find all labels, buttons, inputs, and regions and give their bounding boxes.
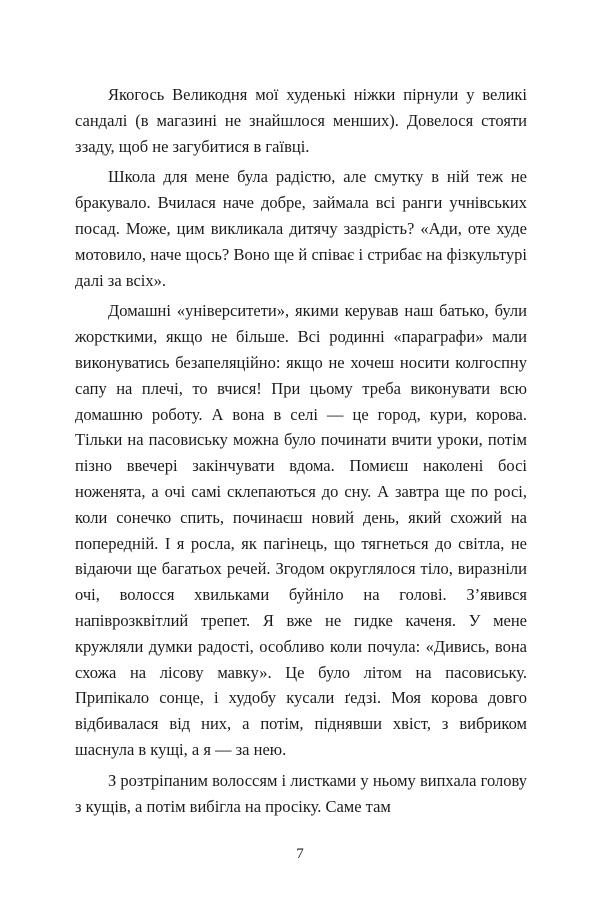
paragraph-1: Якогось Великодня мої худенькі ніжки пірнули у великі сандалі (в магазині не знайшлося менших). Довелося стояти ззаду, щоб не загубитися в гаївці. <box>75 85 527 156</box>
paragraph-4: З розтріпаним волоссям і листками у ньому випхала голову з кущів, а потім вибігла на просіку. Саме там <box>75 770 527 816</box>
page-text <box>75 82 527 824</box>
paragraph-2: Школа для мене була радістю, але смутку в ній теж не бракувало. Вчилася наче добре, займала всі ранги учнівських посад. Може, цим викликала дитячу заздрість? «Ади, оте худе мотовило, наче щось? Воно ще й співає і стрибає на фізкультурі далі за всіх». <box>75 167 527 290</box>
page-number: 7 <box>296 846 304 862</box>
paragraph-3: Домашні «університети», якими керував наш батько, були жорсткими, якщо не більше. Всі родинні «параграфи» мали виконуватись безапеляційно: якщо не хочеш носити колгоспну сапу на плечі, то вчися! При цьому треба виконувати всю домашню роботу. А вона в селі — це город, кури, корова. Тільки на пасовиську можна було починати вчити уроки, потім пізно ввечері закінчувати вдома. Помиєш наколені босі ноженята, а очі самі склепаються до сну. А завтра ще по росі, коли сонечко спить, починаєш новий день, який схожий на попередній. І я росла, як пагінець, що тягнеться до світла, не відаючи ще багатьох речей. Згодом округлялося тіло, виразніли очі, волосся хвильками буйніло на голові. З’явився напіврозквітлий трепет. Я вже не гидке каченя. У мене кружляли думки радості, особливо коли почула: «Дивись, вона схожа на лісову мавку». Це було літом на пасовиську. Припікало сонце, і худобу кусали ґедзі. Моя корова довго відбивалася від них, а потім, піднявши хвіст, з вибриком шаснула в кущі, а я — за нею. <box>75 301 527 759</box>
